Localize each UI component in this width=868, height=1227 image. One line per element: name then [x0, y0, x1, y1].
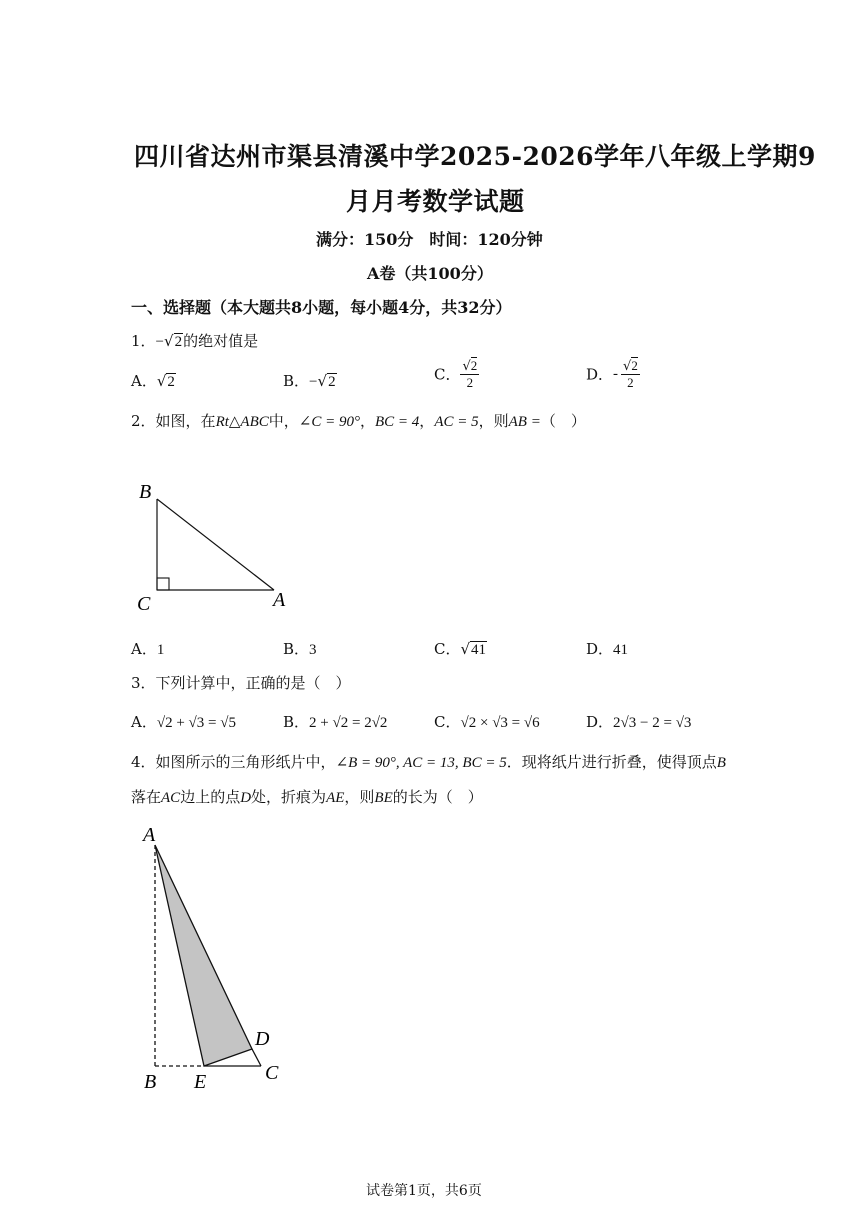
q2-option-d[interactable]: D．41 — [586, 640, 629, 658]
q3-option-d[interactable]: D．2√3 − 2 = √3 — [586, 713, 692, 731]
label-D: D — [255, 1028, 270, 1050]
label-A: A — [273, 589, 286, 611]
q2-option-c[interactable]: C．√41 — [434, 640, 487, 658]
title-line-1: 四川省达州市渠县清溪中学2025-2026学年八年级上学期9 — [134, 142, 816, 171]
q3-option-b[interactable]: B．2 + √2 = 2√2 — [283, 713, 388, 731]
q4-folded-triangle-figure — [130, 820, 310, 1100]
question-2: 2．如图，在Rt△ABC中，∠C = 90°，BC = 4，AC = 5，则AB =（ ） — [131, 412, 586, 430]
q2-right-triangle-figure — [130, 475, 310, 620]
label-A: A — [143, 824, 156, 846]
paper-a-heading: A卷（共100分） — [367, 264, 493, 283]
sqrt-expr: √2 — [164, 332, 183, 350]
q1-option-b[interactable]: B．−√2 — [283, 372, 336, 390]
q2-option-b[interactable]: B．3 — [283, 640, 317, 658]
q3-option-a[interactable]: A．√2 + √3 = √5 — [131, 713, 236, 731]
q2-option-a[interactable]: A．1 — [131, 640, 165, 658]
q1-option-d[interactable]: D．- $\frac{√2}{2}$ — [586, 358, 638, 390]
question-number: 1． — [131, 332, 156, 350]
q1-option-c[interactable]: C． $\frac{√2}{2}$ — [434, 358, 478, 390]
question-text: 的绝对值是 — [183, 332, 259, 350]
score-time: 满分：150分 时间：120分钟 — [316, 230, 543, 249]
section-1-heading: 一、选择题（本大题共8小题，每小题4分，共32分） — [131, 298, 512, 317]
q3-option-c[interactable]: C．√2 × √3 = √6 — [434, 713, 540, 731]
label-C: C — [137, 593, 151, 615]
q1-option-a[interactable]: A．√2 — [131, 372, 175, 390]
question-4-line-2: 落在AC边上的点D处，折痕为AE，则BE的长为（ ） — [131, 788, 483, 806]
label-E: E — [194, 1071, 207, 1093]
label-B: B — [139, 481, 152, 503]
page-footer: 试卷第1页，共6页 — [366, 1183, 482, 1199]
question-3: 3．下列计算中，正确的是（ ） — [131, 674, 351, 692]
math-minus: − — [155, 334, 165, 350]
title-line-2: 月月考数学试题 — [346, 187, 525, 216]
question-4-line-1: 4．如图所示的三角形纸片中，∠B = 90°, AC = 13, BC = 5．现将纸片进行折叠，使得顶点B — [131, 753, 726, 771]
label-C: C — [265, 1062, 279, 1084]
question-1 — [131, 330, 258, 351]
label-B: B — [144, 1071, 157, 1093]
